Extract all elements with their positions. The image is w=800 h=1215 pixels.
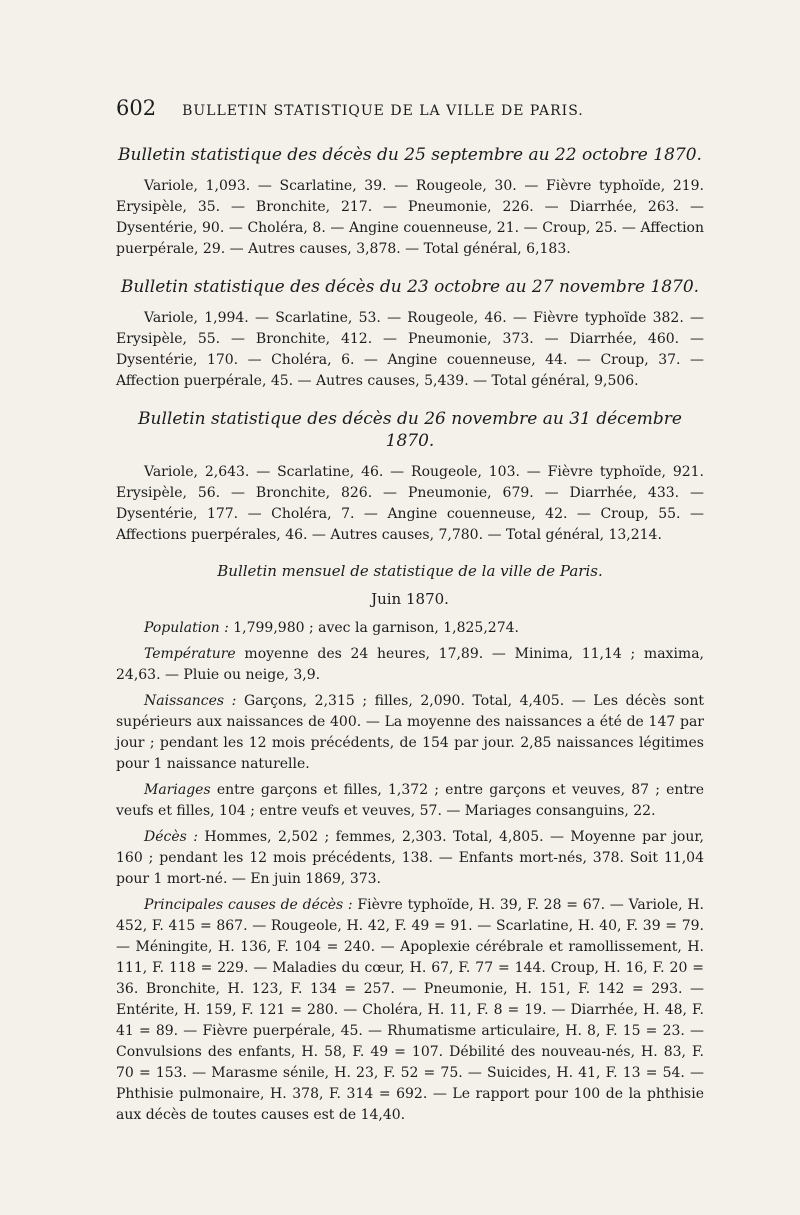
bulletin-text: Variole, 1,093. — Scarlatine, 39. — Rougeole, 30. — Fièvre typhoïde, 219. Erysipèle, 35. — Bronchite, 217. — Pneumonie, 226. — Diarrhée, 263. — Dysentérie, 90. — Choléra, 8. — Angine couenneuse, 21. — Croup, 25. — Affection puerpérale, 29. — Autres causes, 3,878. — Total général, 6,183. (116, 178, 704, 258)
bulletin-title: Bulletin statistique des décès du 23 octobre au 27 novembre 1870. (120, 277, 700, 298)
births-entry (116, 691, 704, 775)
month-label: Juin 1870. (371, 590, 449, 609)
bulletin-text: Variole, 1,994. — Scarlatine, 53. — Rougeole, 46. — Fièvre typhoïde 382. — Erysipèle, 55. — Bronchite, 412. — Pneumonie, 373. — Diarrhée, 460. — Dysentérie, 170. — Choléra, 6. — Angine couenneuse, 44. — Croup, 37. — Affection puerpérale, 45. — Autres causes, 5,439. — Total général, 9,506. (116, 310, 704, 390)
entry-text: moyenne des 24 heures, 17,89. — Minima, 11,14 ; maxima, 24,63. — Pluie ou neige, 3,9. (116, 646, 704, 684)
bulletin-title: Bulletin statistique des décès du 25 septembre au 22 octobre 1870. (118, 145, 702, 165)
bulletin-text: Variole, 2,643. — Scarlatine, 46. — Rougeole, 103. — Fièvre typhoïde, 921. Erysipèle, 56. — Bronchite, 826. — Pneumonie, 679. — Diarrhée, 433. — Dysentérie, 177. — Choléra, 7. — Angine couenneuse, 42. — Croup, 55. — Affections puerpérales, 46. — Autres causes, 7,780. — Total général, 13,214. (116, 464, 704, 544)
monthly-bulletin (116, 562, 704, 1126)
monthly-title: Bulletin mensuel de statistique de la ville de Paris. (217, 562, 603, 581)
bulletin-block (116, 144, 704, 260)
entry-label: Population : (144, 620, 229, 637)
entry-label: Mariages (144, 782, 211, 799)
entry-text: entre garçons et filles, 1,372 ; entre garçons et veuves, 87 ; entre veufs et filles, 104 ; entre veufs et veuves, 57. — Mariages consanguins, 22. (116, 782, 704, 820)
bulletin-block (116, 408, 704, 546)
page-header (116, 96, 704, 120)
causes-entry (116, 895, 704, 1126)
running-head: BULLETIN STATISTIQUE DE LA VILLE DE PARIS. (182, 103, 584, 119)
entry-text: Hommes, 2,502 ; femmes, 2,303. Total, 4,805. — Moyenne par jour, 160 ; pendant les 12 mois précédents, 138. — Enfants mort-nés, 378. Soit 11,04 pour 1 mort-né. — En juin 1869, 373. (116, 829, 704, 888)
entry-text: 1,799,980 ; avec la garnison, 1,825,274. (228, 620, 519, 637)
temperature-entry (116, 644, 704, 686)
deaths-entry (116, 827, 704, 890)
marriages-entry (116, 780, 704, 822)
entry-label: Décès : (144, 829, 198, 846)
entry-label: Naissances : (144, 693, 237, 710)
entry-label: Principales causes de décès : (144, 897, 353, 914)
bulletin-block (116, 276, 704, 392)
entry-label: Température (144, 646, 236, 663)
entry-text: Garçons, 2,315 ; filles, 2,090. Total, 4,405. — Les décès sont supérieurs aux naissances de 400. — La moyenne des naissances a été de 147 par jour ; pendant les 12 mois précédents, de 154 par jour. 2,85 naissances légitimes pour 1 naissance naturelle. (116, 693, 704, 773)
population-entry (116, 618, 704, 639)
bulletin-title: Bulletin statistique des décès du 26 novembre au 31 décembre 1870. (138, 409, 682, 452)
entry-text: Fièvre typhoïde, H. 39, F. 28 = 67. — Variole, H. 452, F. 415 = 867. — Rougeole, H. 42, F. 49 = 91. — Scarlatine, H. 40, F. 39 = 79. — Méningite, H. 136, F. 104 = 240. — Apoplexie cérébrale et ramollissement, H. 111, F. 118 = 229. — Maladies du cœur, H. 67, F. 77 = 144. Croup, H. 16, F. 20 = 36. Bronchite, H. 123, F. 134 = 257. — Pneumonie, H. 151, F. 142 = 293. — Entérite, H. 159, F. 121 = 280. — Choléra, H. 11, F. 8 = 19. — Diarrhée, H. 48, F. 41 = 89. — Fièvre puerpérale, 45. — Rhumatisme articulaire, H. 8, F. 15 = 23. — Convulsions des enfants, H. 58, F. 49 = 107. Débilité des nouveau-nés, H. 83, F. 70 = 153. — Marasme sénile, H. 23, F. 52 = 75. — Suicides, H. 41, F. 13 = 54. — Phthisie pulmonaire, H. 378, F. 314 = 692. — Le rapport pour 100 de la phthisie aux décès de toutes causes est de 14,40. (116, 897, 704, 1124)
page-number: 602 (116, 96, 157, 120)
